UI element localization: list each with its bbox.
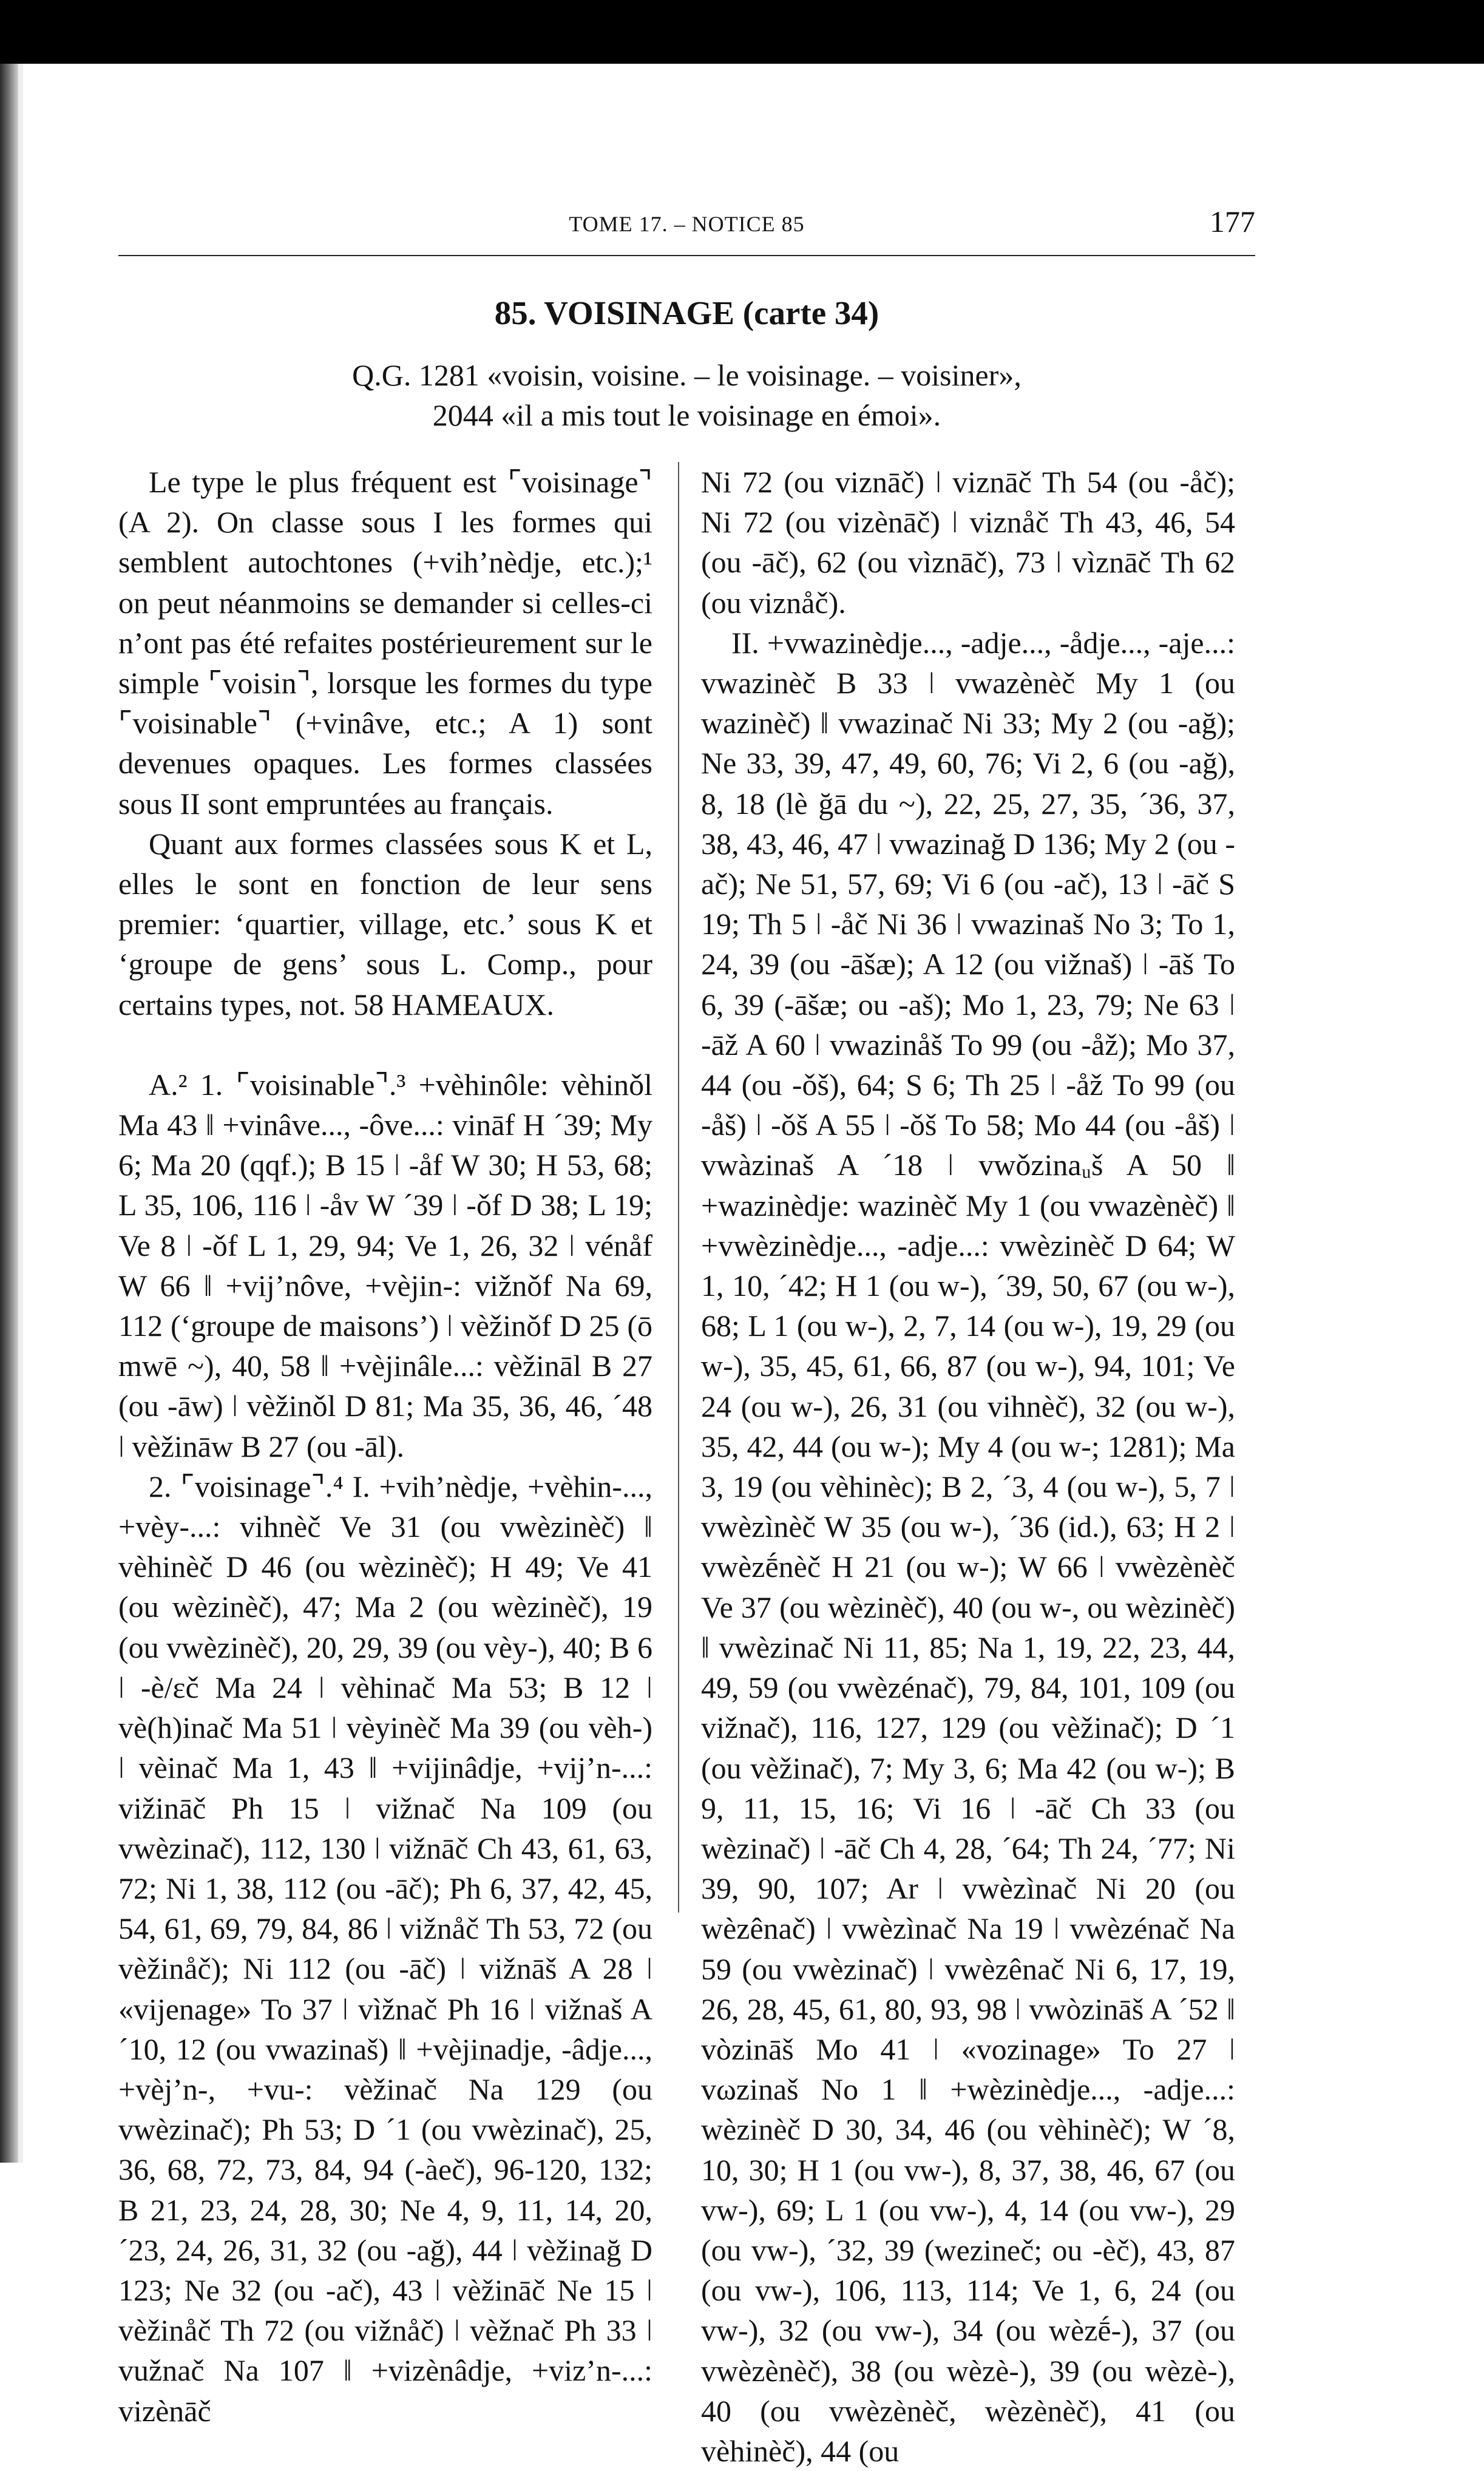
- scan-left-edge-highlight: [18, 64, 23, 2163]
- qg-line-1: Q.G. 1281 «voisin, voisine. – le voisinage. – voisiner»,: [352, 358, 1022, 392]
- running-title: TOME 17. – NOTICE 85: [569, 212, 805, 236]
- right-column: [701, 462, 1235, 2471]
- paragraph-intro: Le type le plus fréquent est ⌜voisinage⌝ (A 2). On classe sous I les formes qui semblent autochtones (+vih’nèdje, etc.);¹ on peut néanmoins se demander si celles-ci n’ont pas été refaites postérieurement sur le simple ⌜voisin⌝, lorsque les formes du type ⌜voisinable⌝ (+vinâve, etc.; A 1) sont devenues opaques. Les formes classées sous II sont empruntées au français.: [118, 465, 652, 821]
- left-column: [118, 462, 652, 2431]
- article-title: 85. VOISINAGE (carte 34): [494, 294, 879, 331]
- page-number: 177: [1210, 205, 1255, 239]
- running-head: [118, 200, 1255, 256]
- scan-top-border: [0, 0, 1484, 64]
- paragraph-section-a: A.² 1. ⌜voisinable⌝.³ +vèhinôle: vèhinǒl Ma 43 ǁ +vinâve..., -ôve...: vināf H ´39; My 6; Ma 20 (qqf.); B 15 ǀ -åf W 30; H 53, 68; L 35, 106, 116 ǀ -åv W ´39 ǀ -ǒf D 38; L 19; Ve 8 ǀ -ǒf L 1, 29, 94; Ve 1, 26, 32 ǀ vénåf W 66 ǁ +vij’nôve, +vèjin-: vižnǒf Na 69, 112 (‘groupe de maisons’) ǀ vèžinǒf D 25 (ō mwē ~), 40, 58 ǁ +vèjinâle...: vèžināl B 27 (ou -āw) ǀ vèžinǒl D 81; Ma 35, 36, 46, ´48 ǀ vèžināw B 27 (ou -āl).: [118, 1067, 652, 1463]
- scan-left-edge: [0, 64, 18, 2163]
- qg-reference: [118, 355, 1255, 435]
- paragraph-section-2: 2. ⌜voisinage⌝.⁴ I. +vih’nèdje, +vèhin-..., +vèy-...: vihnèč Ve 31 (ou vwèzinèč) ǁ vèhinèč D 46 (ou wèzinèč); H 49; Ve 41 (ou wèzinèč), 47; Ma 2 (ou wèzinèč), 19 (ou vwèzinèč), 20, 29, 39 (ou vèy-), 40; B 6 ǀ -è/εč Ma 24 ǀ vèhinač Ma 53; B 12 ǀ vè(h)inač Ma 51 ǀ vèyinèč Ma 39 (ou vèh-) ǀ vèinač Ma 1, 43 ǁ +vijinâdje, +vij’n-...: vižināč Ph 15 ǀ vižnač Na 109 (ou vwèzinač), 112, 130 ǀ vižnāč Ch 43, 61, 63, 72; Ni 1, 38, 112 (ou -āč); Ph 6, 37, 42, 45, 54, 61, 69, 79, 84, 86 ǀ vižnåč Th 53, 72 (ou vèžinåč); Ni 112 (ou -āč) ǀ vižnāš A 28 ǀ «vijenage» To 37 ǀ vìžnač Ph 16 ǀ vižnaš A ´10, 12 (ou vwazinaš) ǁ +vèjinadje, -âdje..., +vèj’n-, +vu-: vèžinač Na 129 (ou vwèzinač); Ph 53; D ´1 (ou vwèzinač), 25, 36, 68, 72, 73, 84, 94 (-àeč), 96-120, 132; B 21, 23, 24, 28, 30; Ne 4, 9, 11, 14, 20, ´23, 24, 26, 31, 32 (ou -ağ), 44 ǀ vèžinağ D 123; Ne 32 (ou -ač), 43 ǀ vèžināč Ne 15 ǀ vèžinåč Th 72 (ou vižnåč) ǀ vèžnač Ph 33 ǀ vužnač Na 107 ǁ +vizènâdje, +viz’n-...: vizènāč: [118, 1469, 652, 2428]
- paragraph-section-ii: II. +vwazinèdje..., -adje..., -ådje..., -aje...: vwazinèč B 33 ǀ vwazènèč My 1 (ou wazinèč) ǁ vwazinač Ni 33; My 2 (ou -ağ); Ne 33, 39, 47, 49, 60, 76; Vi 2, 6 (ou -ağ), 8, 18 (lè ğā du ~), 22, 25, 27, 35, ´36, 37, 38, 43, 46, 47 ǀ vwazinağ D 136; My 2 (ou -ač); Ne 51, 57, 69; Vi 6 (ou -ač), 13 ǀ -āč S 19; Th 5 ǀ -åč Ni 36 ǀ vwazinaš No 3; To 1, 24, 39 (ou -āšæ); A 12 (ou vižnaš) ǀ -āš To 6, 39 (-āšæ; ou -aš); Mo 1, 23, 79; Ne 63 ǀ -āž A 60 ǀ vwazinåš To 99 (ou -åž); Mo 37, 44 (ou -ǒš), 64; S 6; Th 25 ǀ -åž To 99 (ou -åš) ǀ -ǒš A 55 ǀ -ǒš To 58; Mo 44 (ou -åš) ǀ vwàzinaš A ´18 ǀ vwǒzinaᵤš A 50 ǁ +wazinèdje: wazinèč My 1 (ou vwazènèč) ǁ +vwèzinèdje..., -adje...: vwèzinèč D 64; W 1, 10, ´42; H 1 (ou w-), ´39, 50, 67 (ou w-), 68; L 1 (ou w-), 2, 7, 14 (ou w-), 19, 29 (ou w-), 35, 45, 61, 66, 87 (ou w-), 94, 101; Ve 24 (ou w-), 26, 31 (ou vihnèč), 32 (ou w-), 35, 42, 44 (ou w-); My 4 (ou w-; 1281); Ma 3, 19 (ou vèhinèc); B 2, ´3, 4 (ou w-), 5, 7 ǀ vwèzìnèč W 35 (ou w-), ´36 (id.), 63; H 2 ǀ vwèzḗnèč H 21 (ou w-); W 66 ǀ vwèzènèč Ve 37 (ou wèzinèč), 40 (ou w-, ou wèzinèč) ǁ vwèzinač Ni 11, 85; Na 1, 19, 22, 23, 44, 49, 59 (ou vwèzénač), 79, 84, 101, 109 (ou vižnač), 116, 127, 129 (ou vèžinač); D ´1 (ou vèžinač), 7; My 3, 6; Ma 42 (ou w-); B 9, 11, 15, 16; Vi 16 ǀ -āč Ch 33 (ou wèzinač) ǀ -āč Ch 4, 28, ´64; Th 24, ´77; Ni 39, 90, 107; Ar ǀ vwèzìnač Ni 20 (ou wèzênač) ǀ vwèzìnač Na 19 ǀ vwèzénač Na 59 (ou vwèzinač) ǀ vwèzênač Ni 6, 17, 19, 26, 28, 45, 61, 80, 93, 98 ǀ vwòzināš A ´52 ǁ vòzināš Mo 41 ǀ «vozinage» To 27 ǀ vωzinaš No 1 ǁ +wèzinèdje..., -adje...: wèzinèč D 30, 34, 46 (ou vèhinèč); W ´8, 10, 30; H 1 (ou vw-), 8, 37, 38, 46, 67 (ou vw-), 69; L 1 (ou vw-), 4, 14 (ou vw-), 29 (ou vw-), ´32, 39 (wezineč; ou -èč), 43, 87 (ou vw-), 106, 113, 114; Ve 1, 6, 24 (ou vw-), 32 (ou vw-), 34 (ou wèzḗ-), 37 (ou vwèzènèč), 38 (ou wèzè-), 39 (ou wèzè-), 40 (ou vwèzènèč, wèzènèč), 41 (ou vèhinèč), 44 (ou: [701, 625, 1235, 2468]
- paragraph-continuation: Ni 72 (ou viznāč) ǀ viznāč Th 54 (ou -åč); Ni 72 (ou vizènāč) ǀ viznåč Th 43, 46, 54 (ou -āč), 62 (ou vìznāč), 73 ǀ vìznāč Th 62 (ou viznåč).: [701, 465, 1235, 620]
- qg-line-2: 2044 «il a mis tout le voisinage en émoi».: [432, 398, 941, 432]
- paragraph-classification: Quant aux formes classées sous K et L, elles le sont en fonction de leur sens premier: ‘quartier, village, etc.’ sous K et ‘groupe de gens’ sous L. Comp., pour certains types, not. 58 HAMEAUX.: [118, 826, 652, 1022]
- paragraph-gap: [118, 1025, 652, 1065]
- column-divider: [678, 462, 679, 1913]
- book-page: [118, 200, 1255, 2468]
